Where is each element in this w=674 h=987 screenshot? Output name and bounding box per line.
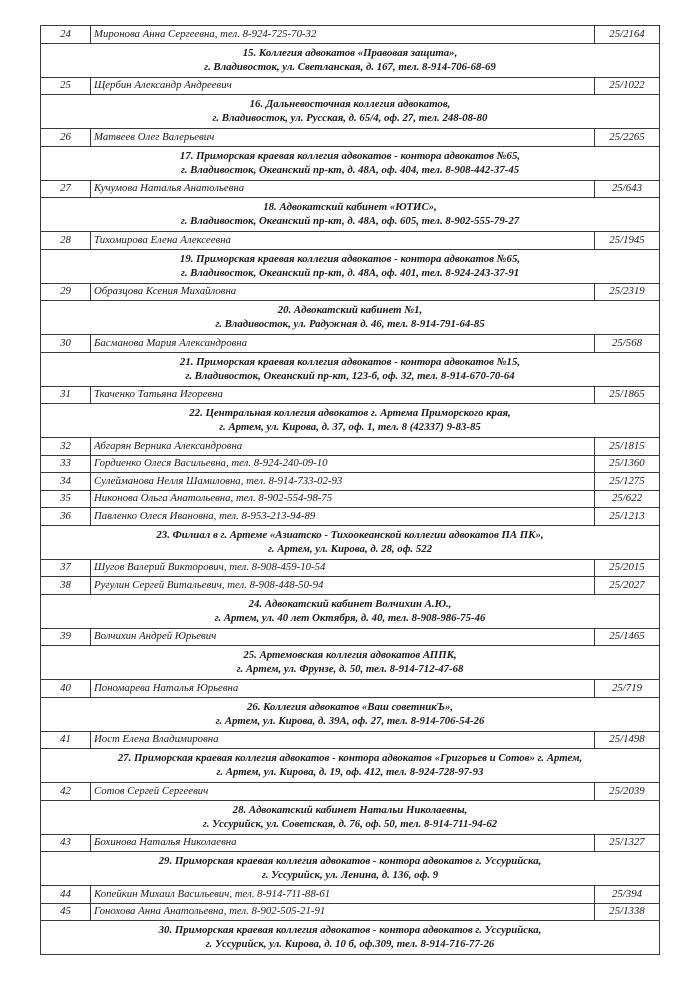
association-address: г. Владивосток, ул. Светланская, д. 167, тел. 8-914-706-68-69 [204,60,496,73]
registry-number: 25/1865 [595,386,660,404]
association-name: 22. Центральная коллегия адвокатов г. Артема Приморского края, [189,407,511,419]
lawyer-name: Сотов Сергей Сергеевич [91,783,595,801]
registry-number: 25/643 [595,180,660,198]
association-name: 25. Артемовская коллегия адвокатов АППК, [243,649,457,661]
lawyer-number: 38 [41,577,91,595]
bar-association-header [41,921,660,955]
registry-number: 25/2319 [595,283,660,301]
lawyer-number: 25 [41,77,91,95]
bar-association-header-row [41,594,660,628]
bar-association-header-row [41,404,660,438]
registry-number: 25/568 [595,335,660,353]
bar-association-header [41,301,660,335]
association-address: г. Артем, ул. Кирова, д. 19, оф. 412, тел. 8-924-728-97-93 [216,766,484,778]
lawyer-name: Кучумова Наталья Анатольевна [91,180,595,198]
bar-association-header [41,749,660,783]
bar-association-header [41,95,660,129]
association-name: 28. Адвокатский кабинет Натальи Николаевны, [232,803,468,816]
lawyer-name: Гонохова Анна Анатольевна, тел. 8-902-505-21-91 [91,903,595,921]
lawyer-row [41,680,660,698]
lawyer-name: Ругулин Сергей Витальевич, тел. 8-908-448-50-94 [91,577,595,595]
association-address: г. Владивосток, Океанский пр-кт, д. 48А, оф. 401, тел. 8-924-243-37-91 [180,266,520,279]
association-address: г. Владивосток, Океанский пр-кт, д. 48А, оф. 605, тел. 8-902-555-79-27 [180,215,520,227]
bar-association-header [41,146,660,180]
bar-association-header-row [41,352,660,386]
registry-number: 25/1022 [595,77,660,95]
registry-number: 25/1815 [595,438,660,456]
lawyer-row [41,577,660,595]
lawyer-name: Волчихин Андрей Юрьевич [91,628,595,646]
registry-number: 25/1327 [595,834,660,852]
lawyer-row [41,834,660,852]
lawyer-number: 34 [41,473,91,491]
association-address: г. Артем, ул. 40 лет Октября, д. 40, тел. 8-908-986-75-46 [214,611,486,624]
association-address: г. Уссурийск, ул. Ленина, д. 136, оф. 9 [261,869,439,881]
bar-association-header-row [41,198,660,232]
lawyer-number: 40 [41,680,91,698]
lawyer-name: Тихомирова Елена Алексеевна [91,232,595,250]
association-name: 24. Адвокатский кабинет Волчихин А.Ю., [248,597,452,610]
registry-number: 25/2164 [595,26,660,44]
bar-association-header-row [41,95,660,129]
lawyer-number: 28 [41,232,91,250]
association-name: 19. Приморская краевая коллегия адвокатов - контора адвокатов №65, [179,252,521,265]
lawyer-row [41,129,660,147]
registry-number: 25/2039 [595,783,660,801]
lawyer-row [41,628,660,646]
lawyer-name: Сулейманова Нелля Шамиловна, тел. 8-914-733-02-93 [91,473,595,491]
association-name: 16. Дальневосточная коллегия адвокатов, [249,98,451,110]
registry-number: 25/2265 [595,129,660,147]
lawyer-number: 41 [41,731,91,749]
bar-association-header-row [41,921,660,955]
lawyer-name: Пономарева Наталья Юрьевна [91,680,595,698]
bar-association-header-row [41,249,660,283]
lawyer-number: 26 [41,129,91,147]
lawyer-number: 37 [41,559,91,577]
lawyer-row [41,26,660,44]
association-name: 27. Приморская краевая коллегия адвокатов - контора адвокатов «Григорьев и Сотов» г. Артем, [117,752,583,764]
lawyer-number: 33 [41,455,91,473]
association-name: 30. Приморская краевая коллегия адвокатов - контора адвокатов г. Уссурийска, [158,924,542,936]
bar-association-header-row [41,301,660,335]
association-address: г. Владивосток, Океанский пр-кт, 123-б, оф. 32, тел. 8-914-670-70-64 [185,369,515,382]
lawyer-number: 27 [41,180,91,198]
lawyers-table [40,25,660,955]
lawyer-name: Копейкин Михаил Васильевич, тел. 8-914-711-88-61 [91,886,595,904]
lawyer-name: Матвеев Олег Валерьевич [91,129,595,147]
lawyer-row [41,559,660,577]
association-name: 15. Коллегия адвокатов «Правовая защита», [242,46,458,59]
lawyer-name: Образцова Ксения Михайловна [91,283,595,301]
registry-number: 25/1498 [595,731,660,749]
lawyer-row [41,490,660,508]
association-address: г. Владивосток, ул. Русская, д. 65/4, оф. 27, тел. 248-08-80 [212,112,488,124]
bar-association-header [41,249,660,283]
lawyer-number: 32 [41,438,91,456]
lawyer-row [41,386,660,404]
association-address: г. Уссурийск, ул. Кирова, д. 10 б, оф.309, тел. 8-914-716-77-26 [205,938,495,950]
lawyer-row [41,232,660,250]
lawyer-number: 35 [41,490,91,508]
lawyer-row [41,903,660,921]
lawyer-number: 42 [41,783,91,801]
bar-association-header-row [41,697,660,731]
bar-association-header [41,646,660,680]
lawyer-name: Басманова Мария Александровна [91,335,595,353]
bar-association-header-row [41,146,660,180]
lawyer-number: 44 [41,886,91,904]
lawyers-table-body [41,26,660,955]
lawyer-name: Иост Елена Владимировна [91,731,595,749]
lawyer-row [41,508,660,526]
association-name: 23. Филиал в г. Артеме «Азиатско - Тихоокеанской коллегии адвокатов ПА ПК», [156,528,544,541]
lawyer-row [41,886,660,904]
lawyer-name: Щербин Александр Андреевич [91,77,595,95]
bar-association-header [41,594,660,628]
lawyer-row [41,77,660,95]
lawyer-number: 31 [41,386,91,404]
lawyer-row [41,283,660,301]
association-address: г. Артем, ул. Кирова, д. 28, оф. 522 [267,542,433,555]
bar-association-header-row [41,852,660,886]
registry-number: 25/622 [595,490,660,508]
association-address: г. Артем, ул. Фрунзе, д. 50, тел. 8-914-712-47-68 [236,663,464,675]
bar-association-header [41,352,660,386]
lawyer-row [41,473,660,491]
lawyer-row [41,335,660,353]
bar-association-header [41,404,660,438]
registry-number: 25/719 [595,680,660,698]
lawyer-number: 24 [41,26,91,44]
lawyer-number: 30 [41,335,91,353]
association-name: 18. Адвокатский кабинет «ЮТИС», [263,201,437,213]
lawyer-number: 29 [41,283,91,301]
association-address: г. Уссурийск, ул. Советская, д. 76, оф. 50, тел. 8-914-711-94-62 [202,817,498,830]
registry-number: 25/1945 [595,232,660,250]
bar-association-header [41,800,660,834]
lawyer-number: 45 [41,903,91,921]
bar-association-header [41,697,660,731]
bar-association-header-row [41,525,660,559]
association-name: 20. Адвокатский кабинет №1, [277,304,423,316]
association-name: 17. Приморская краевая коллегия адвокатов - контора адвокатов №65, [179,149,521,162]
bar-association-header-row [41,749,660,783]
bar-association-header-row [41,646,660,680]
lawyer-name: Бохинова Наталья Николаевна [91,834,595,852]
lawyer-name: Гордиенко Олеся Васильевна, тел. 8-924-240-09-10 [91,455,595,473]
lawyer-name: Шугов Валерий Викторович, тел. 8-908-459-10-54 [91,559,595,577]
bar-association-header-row [41,800,660,834]
lawyer-number: 39 [41,628,91,646]
association-name: 21. Приморская краевая коллегия адвокатов - контора адвокатов №15, [179,355,521,368]
association-name: 26. Коллегия адвокатов «Ваш советникЪ», [246,700,454,713]
association-address: г. Владивосток, Океанский пр-кт, д. 48А, оф. 404, тел. 8-908-442-37-45 [180,163,520,176]
lawyer-row [41,180,660,198]
association-address: г. Владивосток, ул. Радужная д. 46, тел. 8-914-791-64-85 [215,318,485,330]
lawyer-row [41,731,660,749]
registry-number: 25/2027 [595,577,660,595]
registry-number: 25/2015 [595,559,660,577]
bar-association-header [41,525,660,559]
lawyer-name: Ткаченко Татьяна Игоревна [91,386,595,404]
registry-number: 25/1465 [595,628,660,646]
registry-number: 25/1275 [595,473,660,491]
lawyer-row [41,783,660,801]
lawyer-number: 36 [41,508,91,526]
lawyer-number: 43 [41,834,91,852]
association-address: г. Артем, ул. Кирова, д. 39А, оф. 27, тел. 8-914-706-54-26 [215,714,485,727]
bar-association-header-row [41,43,660,77]
bar-association-header [41,198,660,232]
lawyer-name: Абгарян Верника Александровна [91,438,595,456]
lawyer-name: Никонова Ольга Анатольевна, тел. 8-902-554-98-75 [91,490,595,508]
registry-number: 25/1360 [595,455,660,473]
association-name: 29. Приморская краевая коллегия адвокатов - контора адвокатов г. Уссурийска, [158,855,542,867]
association-address: г. Артем, ул. Кирова, д. 37, оф. 1, тел. 8 (42337) 9-83-85 [219,421,481,433]
lawyer-row [41,438,660,456]
bar-association-header [41,43,660,77]
registry-number: 25/1338 [595,903,660,921]
lawyer-row [41,455,660,473]
lawyer-name: Павленко Олеся Ивановна, тел. 8-953-213-94-89 [91,508,595,526]
lawyer-name: Миронова Анна Сергеевна, тел. 8-924-725-70-32 [91,26,595,44]
registry-number: 25/1213 [595,508,660,526]
bar-association-header [41,852,660,886]
registry-number: 25/394 [595,886,660,904]
